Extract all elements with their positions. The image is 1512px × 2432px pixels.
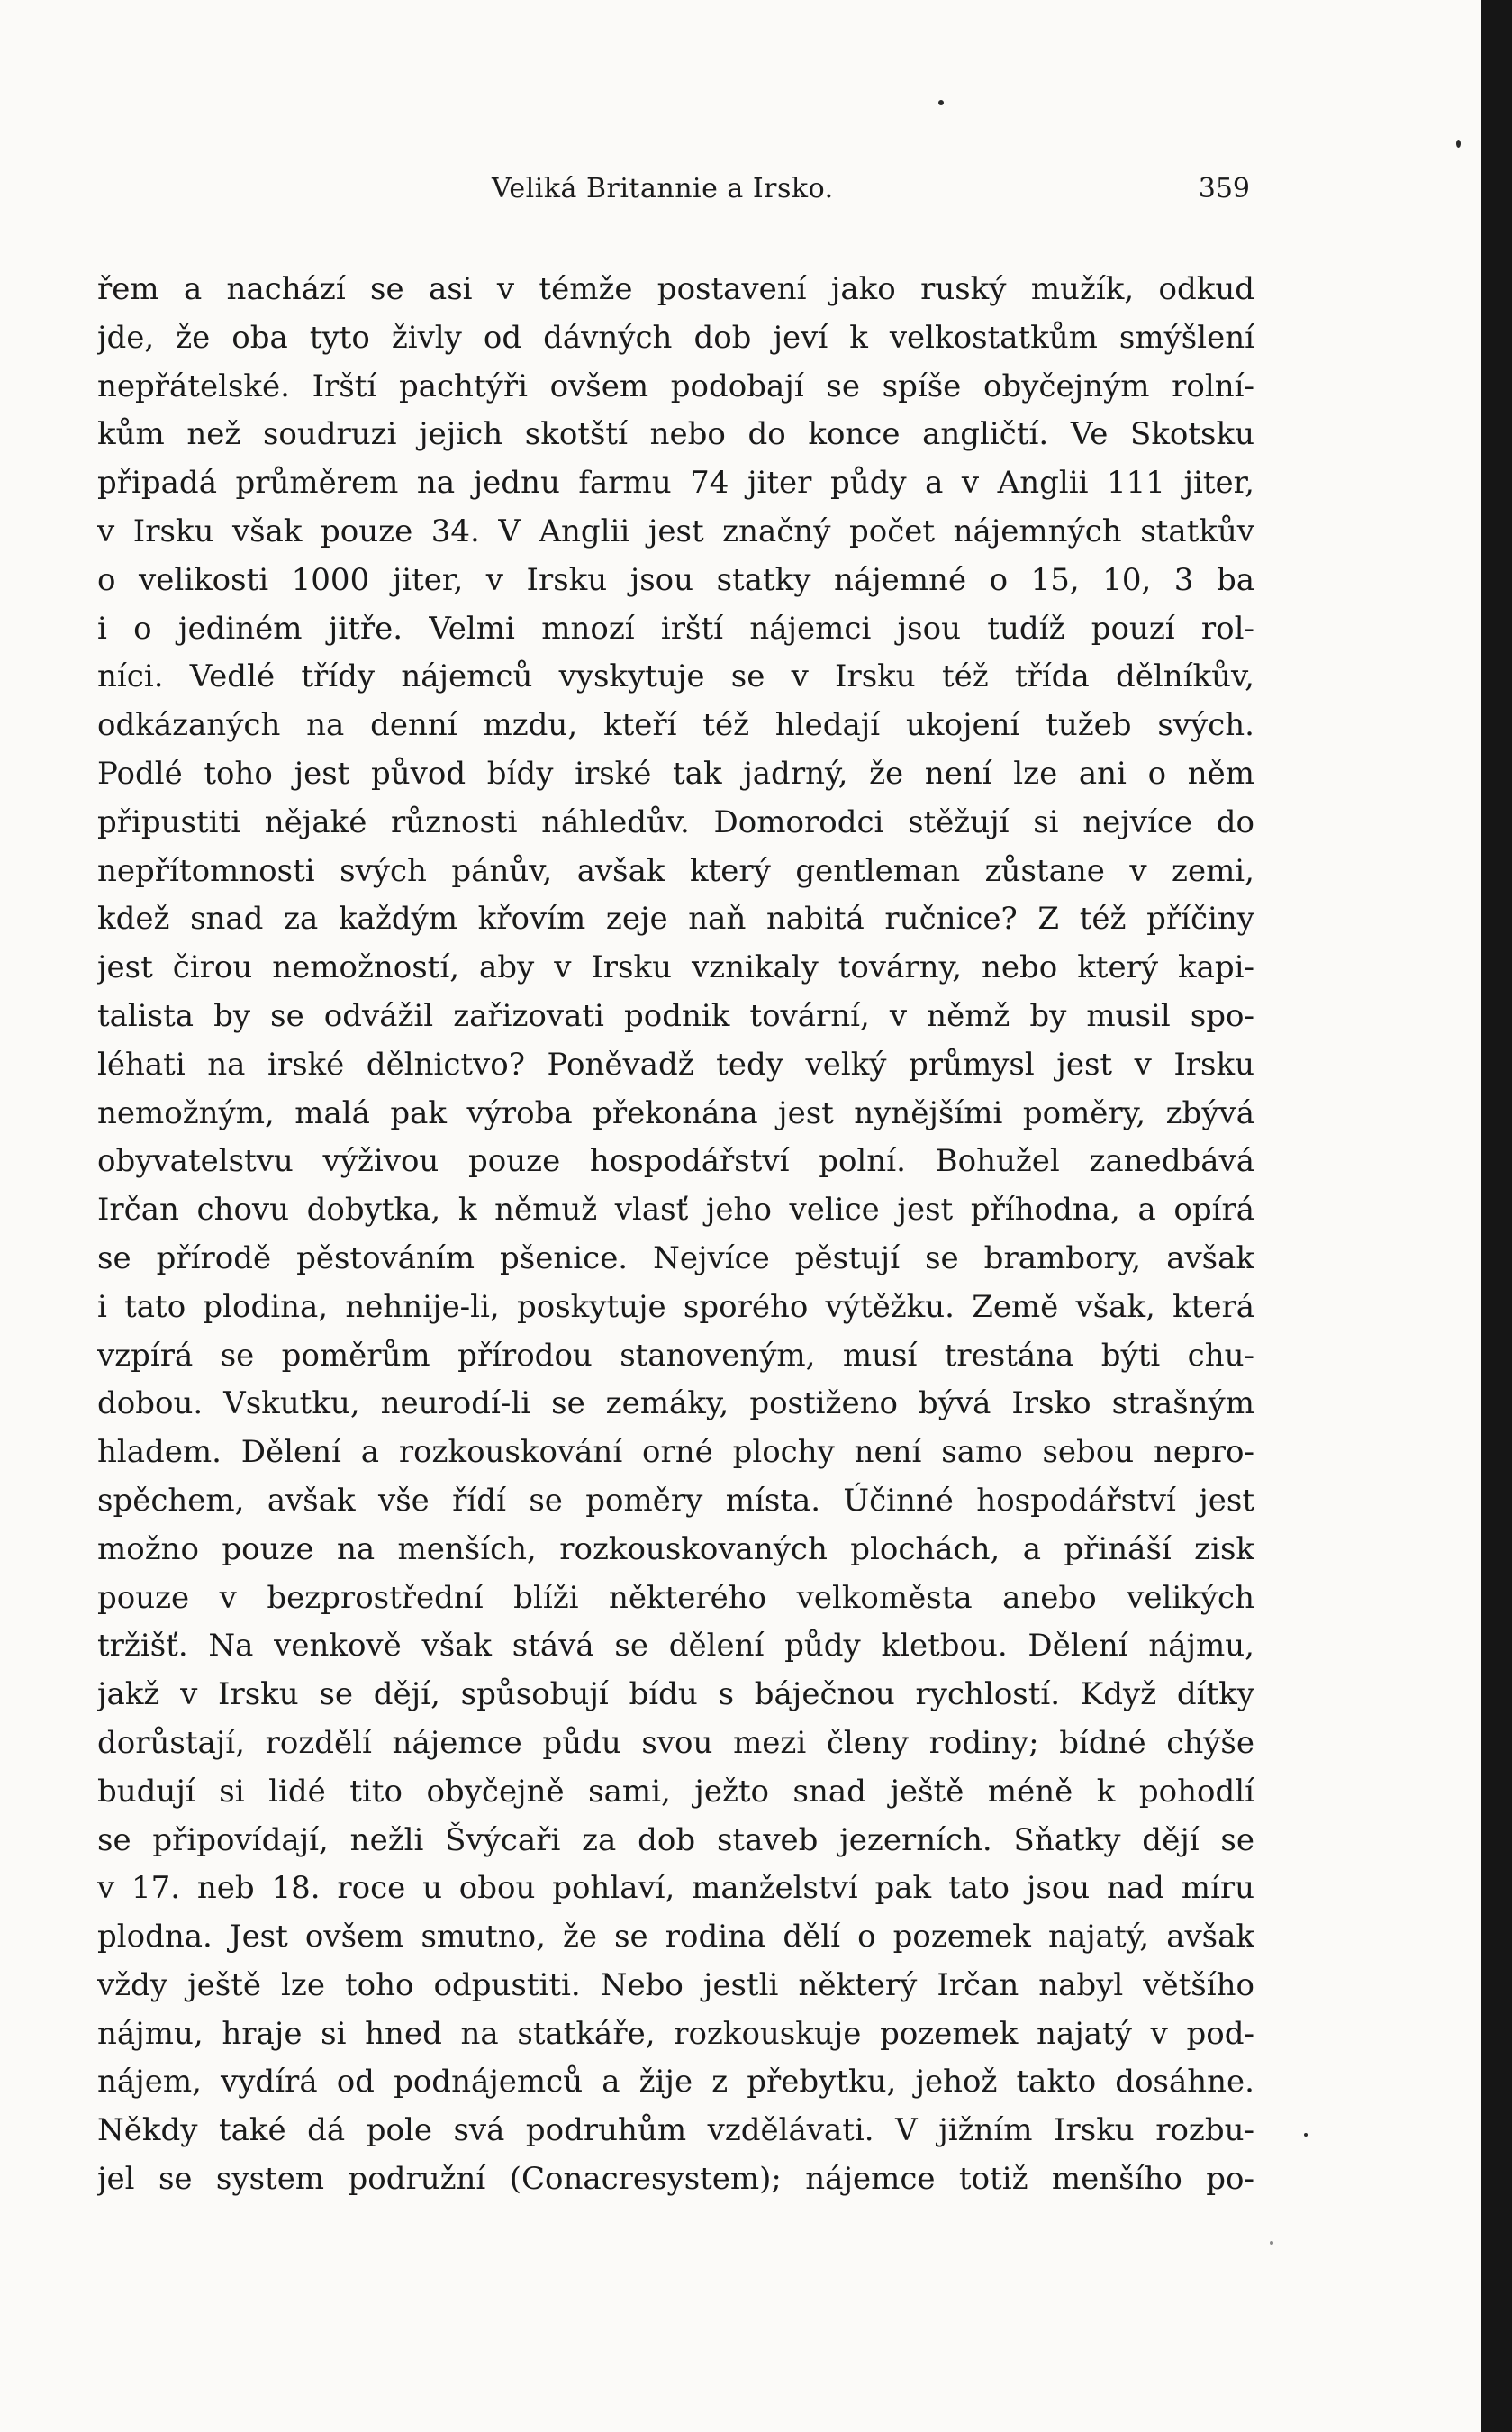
text-line: vzpírá se poměrům přírodou stanoveným, musí trestána býti chu- <box>97 1337 1254 1374</box>
text-line: Někdy také dá pole svá podruhům vzdělávati. V jižním Irsku rozbu- <box>97 2112 1254 2149</box>
paper-speck <box>1270 2241 1273 2245</box>
body-text <box>97 266 1254 2204</box>
text-line: budují si lidé tito obyčejně sami, ježto snad ještě méně k pohodlí <box>97 1773 1254 1810</box>
text-line: připustiti nějaké různosti náhledův. Domorodci stěžují si nejvíce do <box>97 803 1254 840</box>
running-header <box>97 173 1250 218</box>
text-line: se přírodě pěstováním pšenice. Nejvíce pěstují se brambory, avšak <box>97 1239 1254 1276</box>
text-line: o velikosti 1000 jiter, v Irsku jsou statky nájemné o 15, 10, 3 ba <box>97 561 1254 598</box>
text-line: kům než soudruzi jejich skotští nebo do konce angličtí. Ve Skotsku <box>97 416 1254 453</box>
text-line: léhati na irské dělnictvo? Poněvadž tedy velký průmysl jest v Irsku <box>97 1046 1254 1083</box>
text-line: Irčan chovu dobytka, k němuž vlasť jeho velice jest příhodna, a opírá <box>97 1192 1254 1229</box>
page-edge-shadow <box>1481 0 1512 2432</box>
paper-speck <box>938 100 944 105</box>
text-line: jel se system podružní (Conacresystem); nájemce totiž menšího po- <box>97 2161 1254 2198</box>
text-line: Podlé toho jest původ bídy irské tak jadrný, že není lze ani o něm <box>97 755 1254 792</box>
paper-speck <box>1304 2133 1308 2137</box>
text-line: talista by se odvážil zařizovati podnik tovární, v němž by musil spo- <box>97 997 1254 1034</box>
running-header-title: Veliká Britannie a Irsko. <box>492 173 834 204</box>
text-line: nájmu, hraje si hned na statkáře, rozkouskuje pozemek najatý v pod- <box>97 2015 1254 2052</box>
text-line: vždy ještě lze toho odpustiti. Nebo jestli některý Irčan nabyl většího <box>97 1966 1254 2003</box>
paper-speck <box>1456 140 1461 148</box>
text-line: nájem, vydírá od podnájemců a žije z přebytku, jehož takto dosáhne. <box>97 2064 1254 2101</box>
text-line: plodna. Jest ovšem smutno, že se rodina dělí o pozemek najatý, avšak <box>97 1919 1254 1956</box>
text-line: jakž v Irsku se dějí, spůsobují bídu s báječnou rychlostí. Když dítky <box>97 1676 1254 1713</box>
text-line: jest čirou nemožností, aby v Irsku vznikaly továrny, nebo který kapi- <box>97 949 1254 986</box>
text-line: nemožným, malá pak výroba překonána jest nynějšími poměry, zbývá <box>97 1094 1254 1131</box>
text-line: obyvatelstvu výživou pouze hospodářství polní. Bohužel zanedbává <box>97 1143 1254 1180</box>
text-line: možno pouze na menších, rozkouskovaných plochách, a přináší zisk <box>97 1530 1254 1567</box>
text-line: jde, že oba tyto živly od dávných dob jeví k velkostatkům smýšlení <box>97 319 1254 356</box>
text-line: níci. Vedlé třídy nájemců vyskytuje se v Irsku též třída dělníkův, <box>97 658 1254 695</box>
text-line: i tato plodina, nehnije-li, poskytuje sporého výtěžku. Země však, která <box>97 1288 1254 1325</box>
page-number: 359 <box>1198 173 1250 204</box>
text-line: dobou. Vskutku, neurodí-li se zemáky, postiženo bývá Irsko strašným <box>97 1385 1254 1422</box>
text-line: tržišť. Na venkově však stává se dělení půdy kletbou. Dělení nájmu, <box>97 1628 1254 1665</box>
text-line: i o jediném jitře. Velmi mnozí irští nájemci jsou tudíž pouzí rol- <box>97 610 1254 647</box>
text-line: hladem. Dělení a rozkouskování orné plochy není samo sebou nepro- <box>97 1434 1254 1471</box>
text-line: připadá průměrem na jednu farmu 74 jiter půdy a v Anglii 111 jiter, <box>97 465 1254 502</box>
text-line: se připovídají, nežli Švýcaři za dob staveb jezerních. Sňatky dějí se <box>97 1821 1254 1858</box>
text-line: kdež snad za každým křovím zeje naň nabitá ručnice? Z též příčiny <box>97 901 1254 938</box>
text-line: odkázaných na denní mzdu, kteří též hledají ukojení tužeb svých. <box>97 707 1254 744</box>
text-line: řem a nachází se asi v témže postavení jako ruský mužík, odkud <box>97 271 1254 307</box>
text-line: pouze v bezprostřední blíži některého velkoměsta anebo velikých <box>97 1579 1254 1616</box>
text-line: v Irsku však pouze 34. V Anglii jest značný počet nájemných statkův <box>97 513 1254 549</box>
text-line: nepřítomnosti svých pánův, avšak který gentleman zůstane v zemi, <box>97 852 1254 889</box>
text-line: v 17. neb 18. roce u obou pohlaví, manželství pak tato jsou nad míru <box>97 1870 1254 1907</box>
text-line: nepřátelské. Irští pachtýři ovšem podobají se spíše obyčejným rolní- <box>97 368 1254 404</box>
text-line: dorůstají, rozdělí nájemce půdu svou mezi členy rodiny; bídné chýše <box>97 1724 1254 1761</box>
text-line: spěchem, avšak vše řídí se poměry místa. Účinné hospodářství jest <box>97 1482 1254 1519</box>
